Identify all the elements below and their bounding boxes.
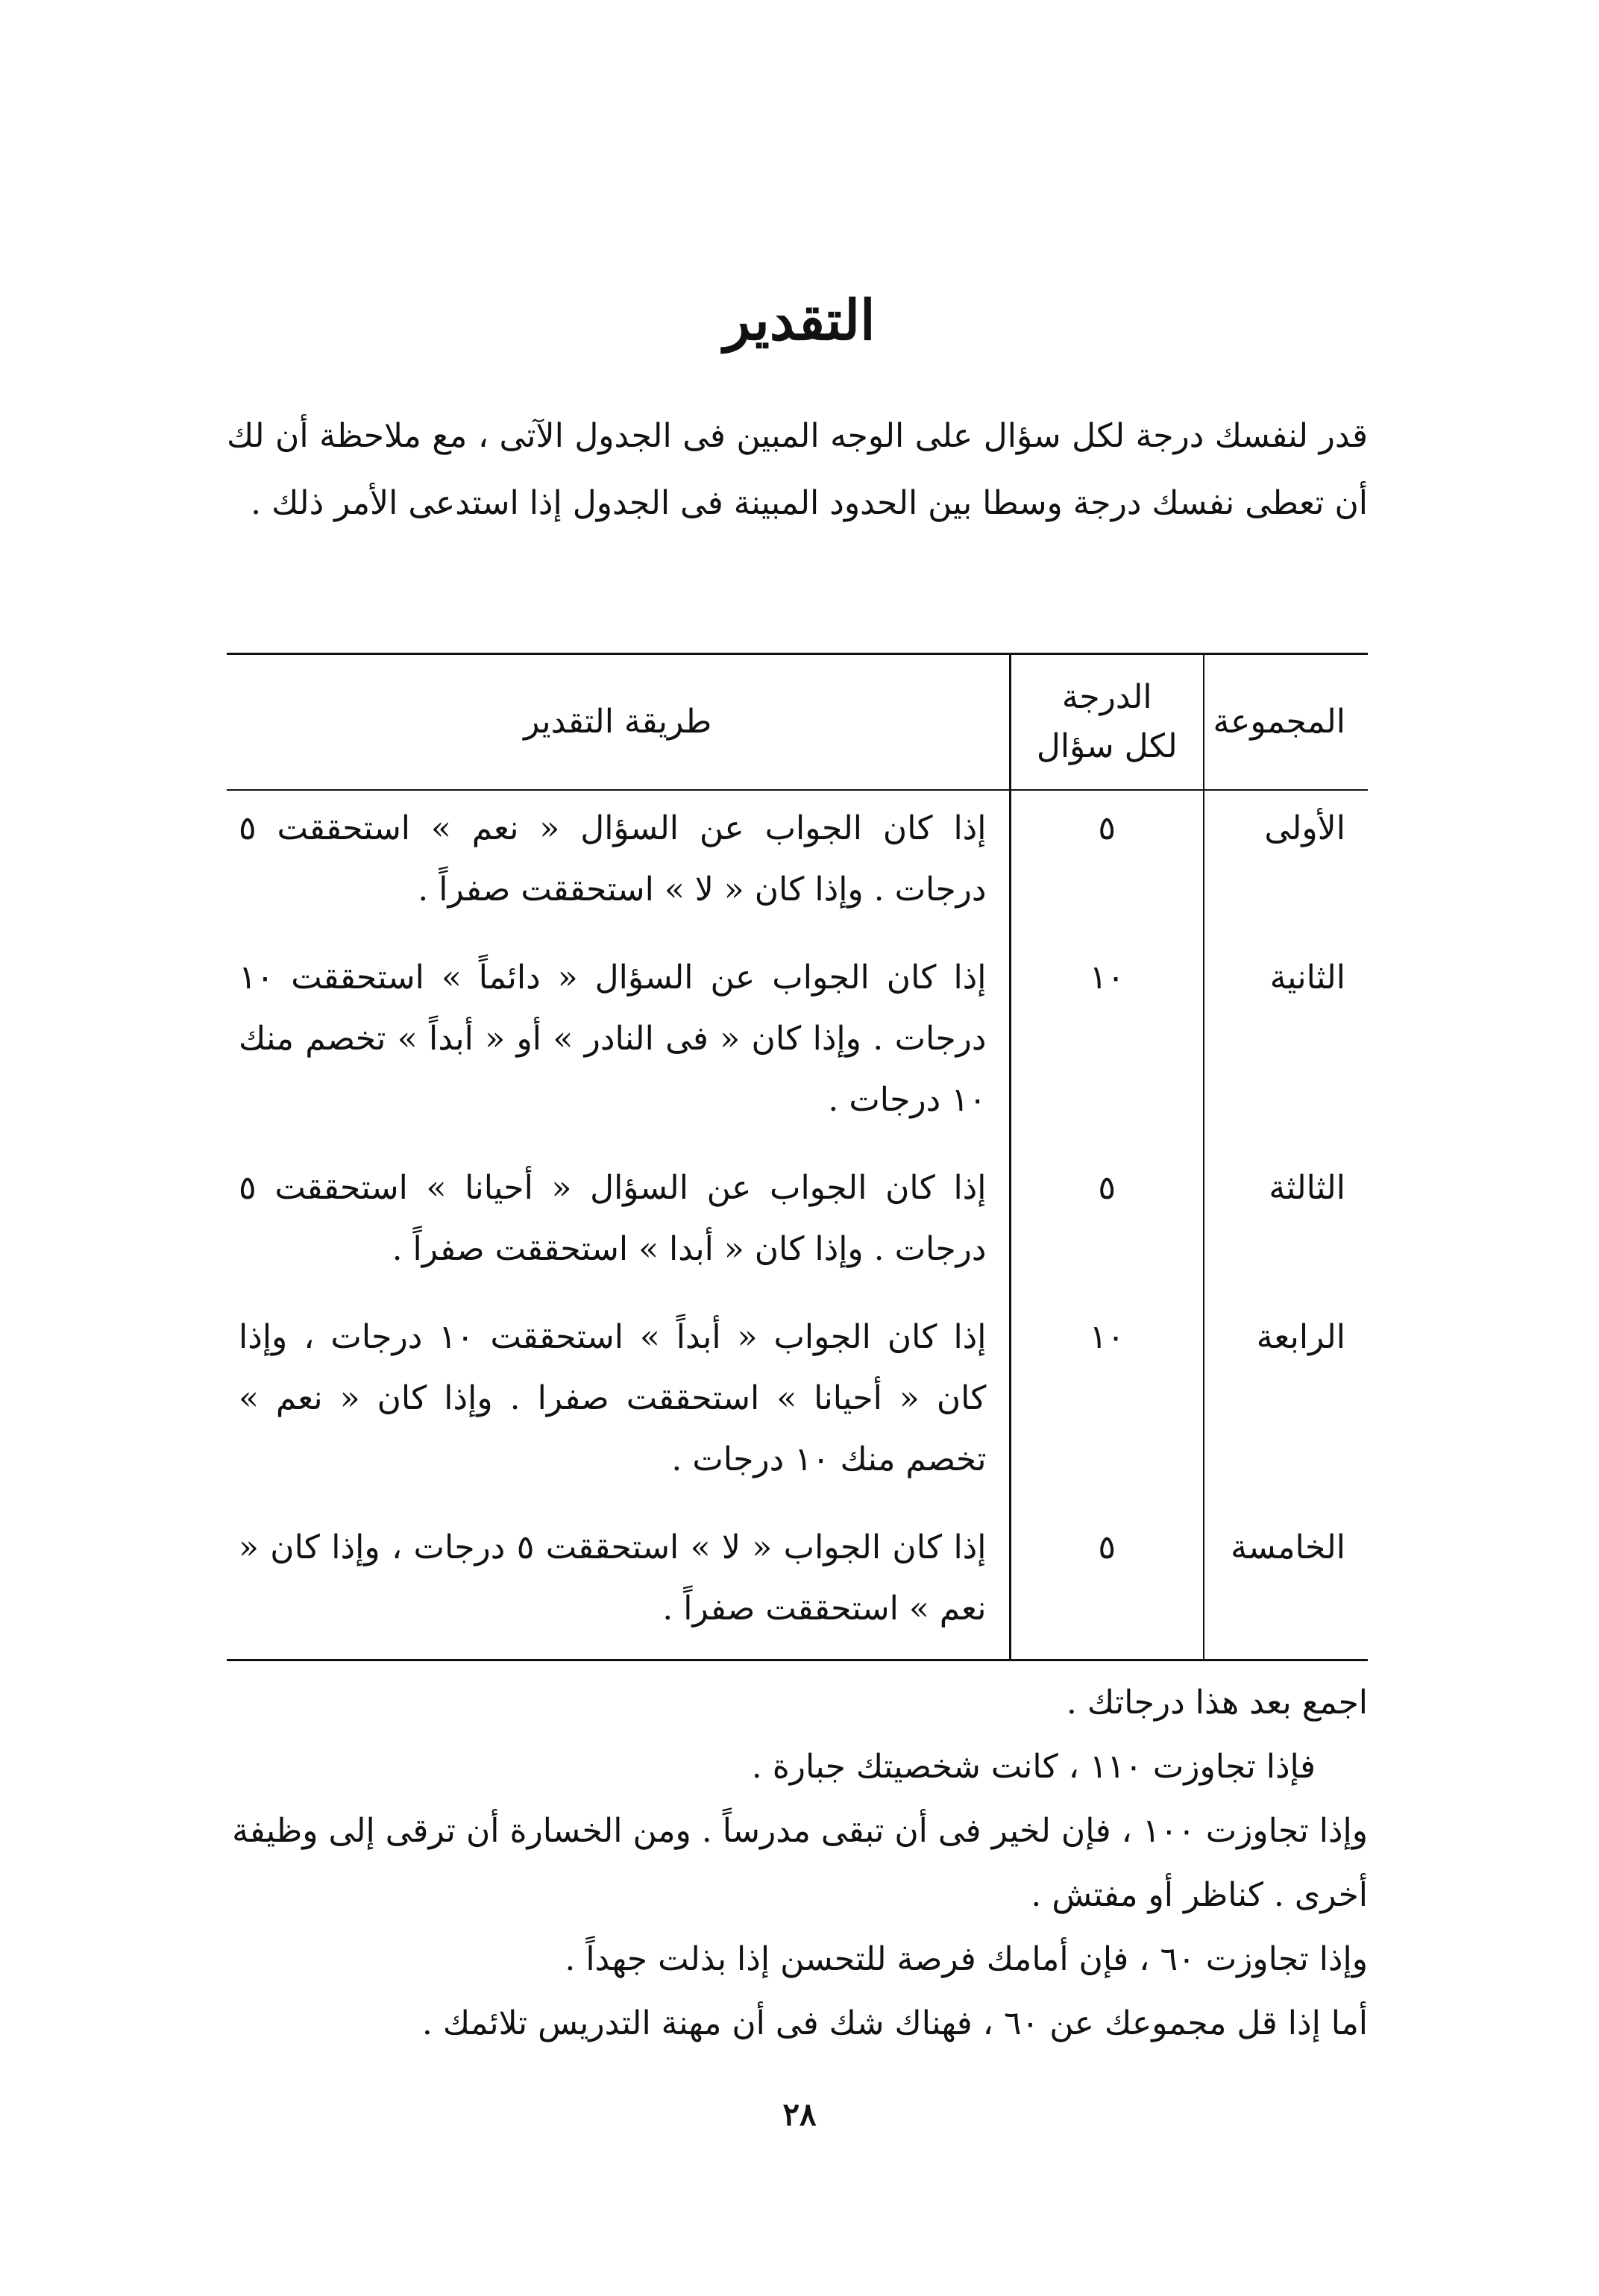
row-method: إذا كان الجواب عن السؤال « نعم » استحققت ٥ درجات . وإذا كان « لا » استحققت صفراً . — [239, 809, 987, 909]
row-group: الأولى — [1204, 790, 1368, 940]
table-row — [227, 940, 1368, 1150]
row-group: الخامسة — [1204, 1510, 1368, 1660]
row-method: إذا كان الجواب « أبداً » استحققت ١٠ درجات ، وإذا كان « أحيانا » استحققت صفرا . وإذا كان « نعم » تخصم منك ١٠ درجات . — [239, 1318, 987, 1478]
summary-line-under-60: أما إذا قل مجموعك عن ٦٠ ، فهناك شك فى أن مهنة التدريس تلائمك . — [421, 2004, 1368, 2042]
summary-line-over-110: فإذا تجاوزت ١١٠ ، كانت شخصيتك جبارة . — [751, 1748, 1316, 1786]
row-score: ٥ — [1010, 790, 1204, 940]
table-row — [227, 1299, 1368, 1510]
row-method: إذا كان الجواب عن السؤال « دائماً » استحققت ١٠ درجات . وإذا كان « فى النادر » أو « أبداً » تخصم منك ١٠ درجات . — [239, 959, 987, 1119]
header-group: المجموعة — [1204, 654, 1368, 791]
summary-line-over-60: وإذا تجاوزت ٦٠ ، فإن أمامك فرصة للتحسن إذا بذلت جهداً . — [565, 1940, 1368, 1978]
table-row — [227, 1150, 1368, 1299]
header-method: طريقة التقدير — [227, 654, 1010, 791]
row-score: ٥ — [1010, 1510, 1204, 1660]
table-header-row — [227, 654, 1368, 791]
row-score: ٥ — [1010, 1150, 1204, 1299]
scoring-summary — [227, 1671, 1368, 2056]
table-row — [227, 790, 1368, 940]
page-number: ٢٨ — [782, 2096, 817, 2133]
summary-line-over-100: وإذا تجاوزت ١٠٠ ، فإن لخير فى أن تبقى مدرساً . ومن الخسارة أن ترقى إلى وظيفة أخرى . كناظر أو مفتش . — [232, 1812, 1368, 1914]
row-group: الرابعة — [1204, 1299, 1368, 1510]
row-method: إذا كان الجواب عن السؤال « أحيانا » استحققت ٥ درجات . وإذا كان « أبدا » استحققت صفراً . — [239, 1169, 987, 1268]
intro-paragraph: قدر لنفسك درجة لكل سؤال على الوجه المبين فى الجدول الآتى ، مع ملاحظة أن لك أن تعطى نفسك درجة وسطا بين الحدود المبينة فى الجدول إذا استدعى الأمر ذلك . — [227, 417, 1368, 522]
summary-line-sum: اجمع بعد هذا درجاتك . — [1066, 1684, 1368, 1722]
table-row — [227, 1510, 1368, 1660]
header-score — [1010, 654, 1204, 791]
row-score: ١٠ — [1010, 1299, 1204, 1510]
grading-table — [227, 653, 1368, 1661]
header-score-line2: لكل سؤال — [1036, 727, 1178, 765]
header-score-line1: الدرجة — [1061, 678, 1152, 716]
row-group: الثانية — [1204, 940, 1368, 1150]
row-group: الثالثة — [1204, 1150, 1368, 1299]
page-title: التقدير — [723, 289, 876, 353]
row-method: إذا كان الجواب « لا » استحققت ٥ درجات ، وإذا كان « نعم » استحققت صفراً . — [239, 1528, 987, 1628]
row-score: ١٠ — [1010, 940, 1204, 1150]
